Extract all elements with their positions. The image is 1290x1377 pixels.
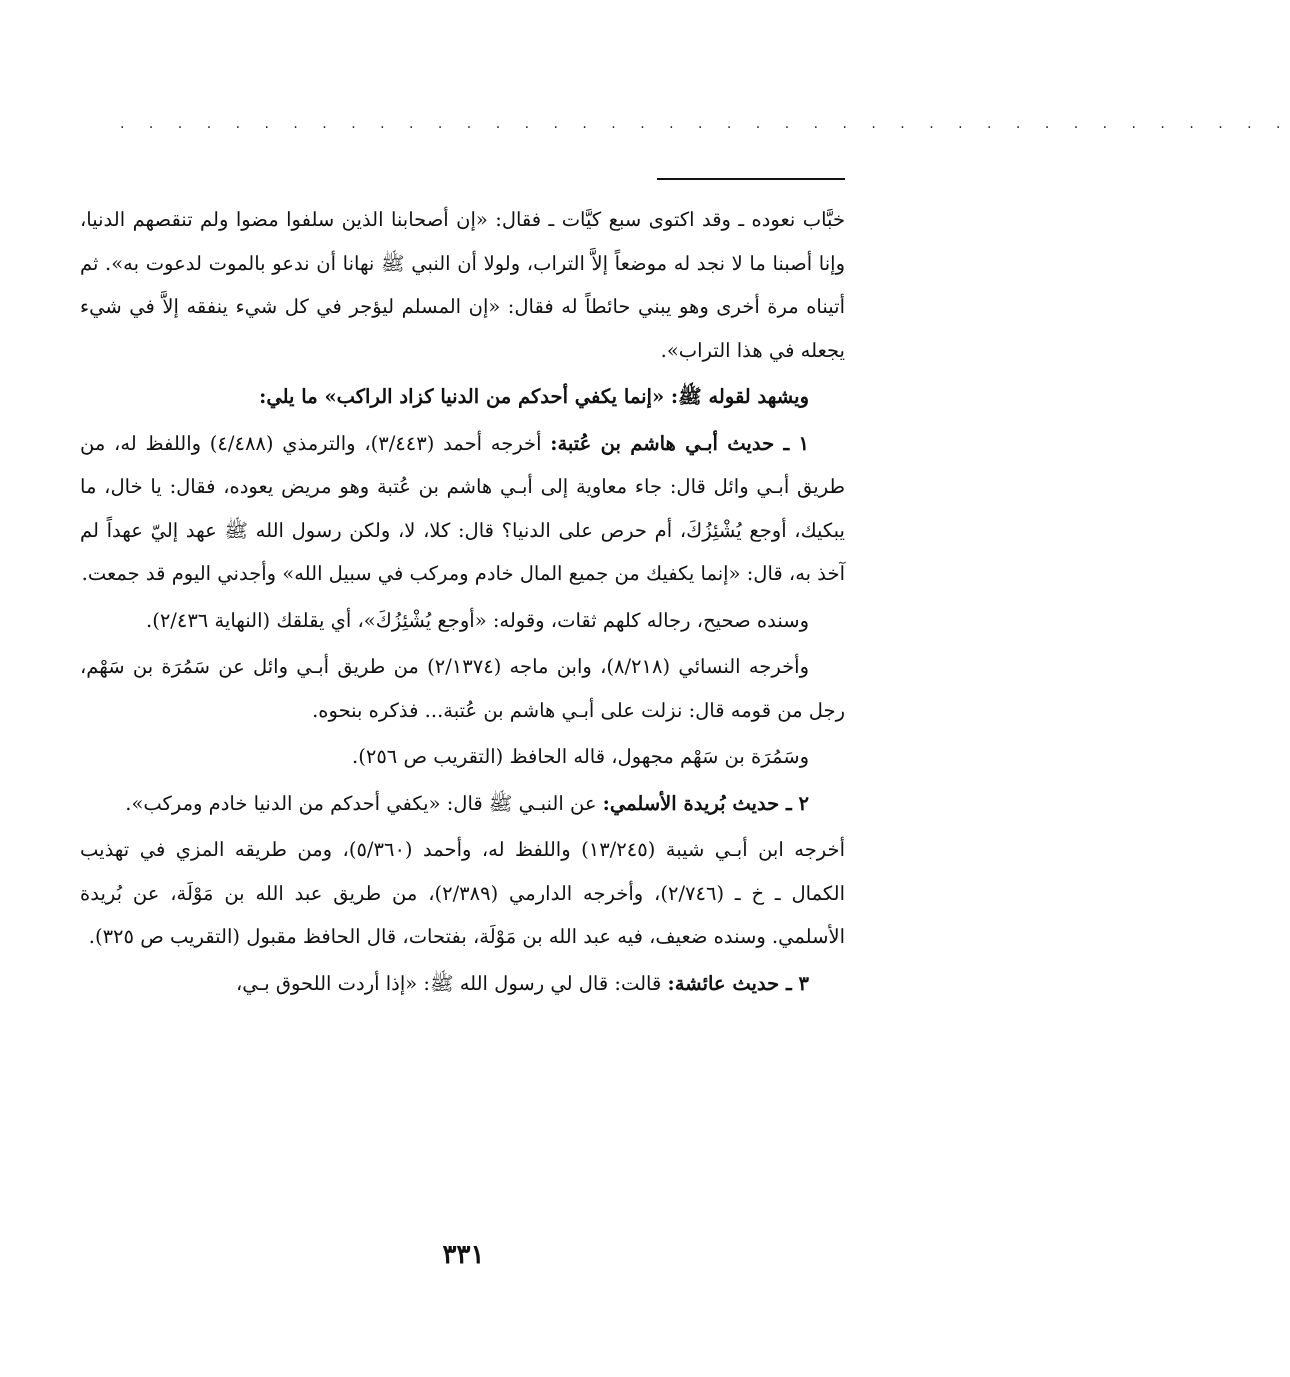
footnote-body (80, 198, 845, 1008)
paragraph-ibn-abi-shayba (80, 828, 845, 959)
paragraph-nasai (80, 645, 845, 732)
paragraph-lead: ٣ ـ حديث عائشة: (667, 971, 809, 995)
paragraph-witnesses-intro (80, 375, 845, 419)
paragraph-text: عن النبـي ﷺ قال: «يكفي أحدكم من الدنيا خادم ومركب». (125, 791, 603, 815)
paragraph-lead: ١ ـ حديث أبـي هاشم بن عُتبة: (550, 431, 809, 455)
paragraph-text: أخرجه أحمد (٣/٤٤٣)، والترمذي (٤/٤٨٨) واللفظ له، من طريق أبـي وائل قال: جاء معاوية إلى أبـي هاشم بن عُتبة وهو مريض يعوده، فقال: يا خال، ما يبكيك، أوجع يُشْئِزُكَ، أم حرص على الدنيا؟ قال: كلا، لا، ولكن رسول الله ﷺ عهد إليّ عهداً لم آخذ به، قال: «إنما يكفيك من جميع المال خادم ومركب في سبيل الله» وأجدني اليوم قد جمعت. (80, 431, 845, 585)
paragraph-text: وأخرجه النسائي (٨/٢١٨)، وابن ماجه (٢/١٣٧٤) من طريق أبـي وائل عن سَمُرَة بن سَهْم، رجل من قومه قال: نزلت على أبـي هاشم بن عُتبة... فذكره بنحوه. (80, 655, 845, 722)
footnote-rule (657, 178, 845, 180)
paragraph-hadith-abu-hashim (80, 422, 845, 596)
paragraph-hadith-burayda (80, 782, 845, 826)
paragraph-text: وسنده صحيح، رجاله كلهم ثقات، وقوله: «أوجع يُشْئِزُكَ»، أي يقلقك (النهاية ٢/٤٣٦). (146, 608, 809, 632)
paragraph-text: قالت: قال لي رسول الله ﷺ: «إذا أردت اللحوق بـي، (235, 971, 668, 995)
paragraph-lead: ويشهد لقوله ﷺ: «إنما يكفي أحدكم من الدنيا كزاد الراكب» ما يلي: (259, 385, 809, 408)
dotted-separator: . . . . . . . . . . . . . . . . . . . . . . . . . . . . . . . . . . . . . . . . . (120, 116, 1290, 132)
paragraph-text: أخرجه ابن أبـي شيبة (١٣/٢٤٥) واللفظ له، وأحمد (٥/٣٦٠)، ومن طريقه المزي في تهذيب الكمال ـ خ ـ (٢/٧٤٦)، وأخرجه الدارمي (٢/٣٨٩)، من طريق عبد الله بن مَوْلَة، عن بُريدة الأسلمي. وسنده ضعيف، فيه عبد الله بن مَوْلَة، بفتحات، قال الحافظ مقبول (التقريب ص ٣٢٥). (80, 838, 846, 948)
paragraph-lead: ٢ ـ حديث بُريدة الأسلمي: (602, 791, 809, 815)
page-number: ٣٣١ (442, 1240, 485, 1270)
paragraph-khabbab (80, 198, 845, 372)
paragraph-samura (80, 735, 845, 779)
paragraph-hadith-aisha (80, 962, 845, 1006)
paragraph-text: وسَمُرَة بن سَهْم مجهول، قاله الحافظ (التقريب ص ٢٥٦). (352, 745, 809, 768)
paragraph-text: خبَّاب نعوده ـ وقد اكتوى سبع كيَّات ـ فقال: «إن أصحابنا الذين سلفوا مضوا ولم تنقصهم الدنيا، وإنا أصبنا ما لا نجد له موضعاً إلاَّ التراب، ولولا أن النبي ﷺ نهانا أن ندعو بالموت لدعوت به». ثم أتيناه مرة أخرى وهو يبني حائطاً له فقال: «إن المسلم ليؤجر في كل شيء ينفقه إلاَّ في شيء يجعله في هذا التراب». (80, 208, 845, 362)
paragraph-isnad-sahih (80, 599, 845, 643)
